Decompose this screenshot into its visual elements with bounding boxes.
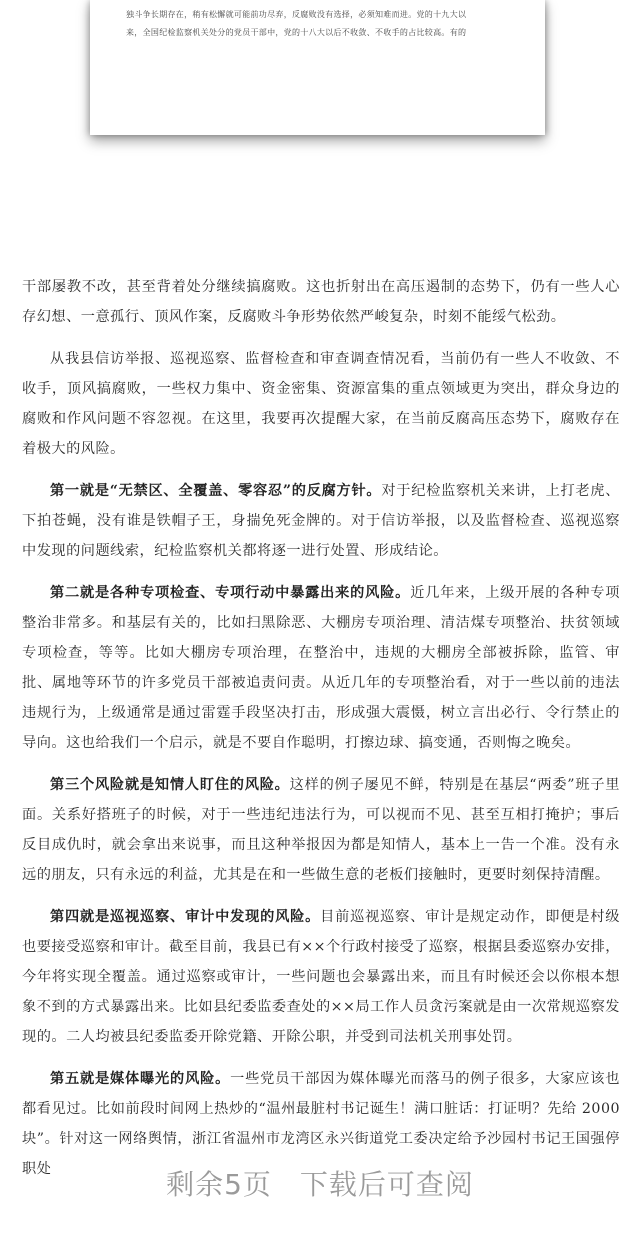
paragraph-risk-3: 第三个风险就是知情人盯住的风险。这样的例子屡见不鲜，特别是在基层“两委”班子里面。关系好搭班子的时候，对于一些违纪违法行为，可以视而不见、甚至互相打掩护；事后反目成仇时，就会拿出来说事，而且这种举报因为都是知情人，基本上一告一个准。没有永远的朋友，只有永远的利益，尤其是在和一些做生意的老板们接触时，更要时刻保持清醒。: [22, 777, 620, 883]
paragraph-risk-4: 第四就是巡视巡察、审计中发现的风险。目前巡视巡察、审计是规定动作，即便是村级也要接受巡察和审计。截至目前，我县已有××个行政村接受了巡察，根据县委巡察办安排，今年将实现全覆盖。通过巡察或审计，一些问题也会暴露出来，而且有时候还会以你根本想象不到的方式暴露出来。比如县纪委监委查处的××局工作人员贪污案就是由一次常规巡察发现的。二人均被县纪委监委开除党籍、开除公职，并受到司法机关刑事处罚。: [22, 909, 620, 1045]
paragraph-heading: 第四就是巡视巡察、审计中发现的风险。: [50, 909, 321, 925]
remaining-pages-notice[interactable]: [0, 1163, 640, 1203]
preview-line-1: 独斗争长期存在，稍有松懈就可能前功尽弃，反腐败没有选择，必须知难而进。党的十九大以: [126, 10, 467, 19]
download-to-view-label: 下载后可查阅: [299, 1168, 474, 1201]
paragraph-heading: 第五就是媒体曝光的风险。: [50, 1071, 231, 1087]
remaining-pages-label: 剩余5页: [166, 1168, 272, 1201]
paragraph-heading: 第一就是“无禁区、全覆盖、零容忍”的反腐方针。: [50, 483, 382, 499]
paragraph-heading: 第三个风险就是知情人盯住的风险。: [50, 777, 290, 793]
paragraph-risk-5: 第五就是媒体曝光的风险。一些党员干部因为媒体曝光而落马的例子很多，大家应该也都看见过。比如前段时间网上热炒的“温州最脏村书记诞生！满口脏话：打证明？先给 2000 块”。针对这一网络舆情，浙江省温州市龙湾区永兴街道党工委决定给予沙园村书记王国强停职处: [22, 1071, 620, 1177]
paragraph-heading: 第二就是各种专项检查、专项行动中暴露出来的风险。: [50, 585, 411, 601]
paragraph-risk-2: 第二就是各种专项检查、专项行动中暴露出来的风险。近几年来，上级开展的各种专项整治非常多。和基层有关的，比如扫黑除恶、大棚房专项治理、清洁煤专项整治、扶贫领域专项检查，等等。比如大棚房专项治理，在整治中，违规的大棚房全部被拆除，监管、审批、属地等环节的许多党员干部被追责问责。从近几年的专项整治看，对于一些以前的违法违规行为，上级通常是通过雷霆手段坚决打击，形成强大震慑，树立言出必行、令行禁止的导向。这也给我们一个启示，就是不要自作聪明，打擦边球、搞变通，否则悔之晚矣。: [22, 585, 620, 751]
preview-line-2: 来，全国纪检监察机关处分的党员干部中，党的十八大以后不收敛、不收手的占比较高。有的: [126, 28, 467, 37]
document-body: [22, 272, 620, 1196]
paragraph-risk-1: 第一就是“无禁区、全覆盖、零容忍”的反腐方针。对于纪检监察机关来讲，上打老虎、下拍苍蝇，没有谁是铁帽子王，身揣免死金牌的。对于信访举报，以及监督检查、巡视巡察中发现的问题线索，纪检监察机关都将逐一进行处置、形成结论。: [22, 483, 620, 559]
paragraph-2: 从我县信访举报、巡视巡察、监督检查和审查调查情况看，当前仍有一些人不收敛、不收手，顶风搞腐败，一些权力集中、资金密集、资源富集的重点领域更为突出，群众身边的腐败和作风问题不容忽视。在这里，我要再次提醒大家，在当前反腐高压态势下，腐败存在着极大的风险。: [22, 351, 620, 457]
preview-page-card: [90, 0, 545, 135]
paragraph-1: 干部屡教不改，甚至背着处分继续搞腐败。这也折射出在高压遏制的态势下，仍有一些人心存幻想、一意孤行、顶风作案，反腐败斗争形势依然严峻复杂，时刻不能绥气松劲。: [22, 279, 620, 325]
